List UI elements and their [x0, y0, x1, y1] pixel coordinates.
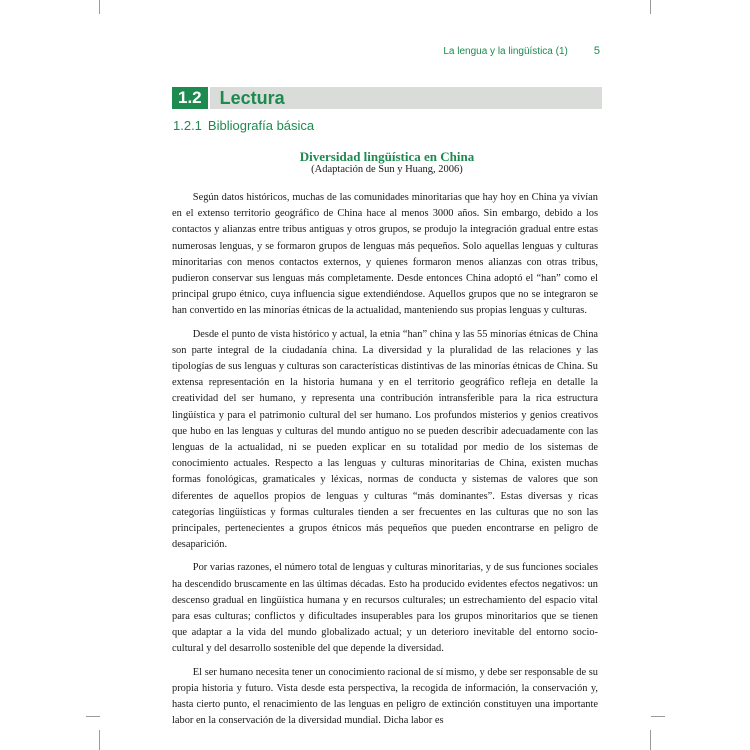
crop-mark: [86, 716, 100, 717]
section-heading: [172, 87, 602, 109]
crop-mark: [650, 730, 651, 750]
crop-mark: [651, 716, 665, 717]
crop-mark: [650, 0, 651, 14]
crop-mark: [99, 730, 100, 750]
paragraph: El ser humano necesita tener un conocimiento racional de sí mismo, y debe ser responsable de su propia historia y futuro. Vista desde esta perspectiva, la recogida de información, la conservación y, hasta cierto punto, el renacimiento de las lenguas en peligro de extinción constituyen una importante labor en la conservación de la diversidad mundial. Dicha labor es: [172, 666, 598, 727]
running-header: [443, 45, 600, 57]
section-title: Lectura: [219, 87, 285, 108]
section-number: 1.2: [172, 87, 208, 109]
paragraph: Según datos históricos, muchas de las comunidades minoritarias que hay hoy en China ya vivían en el extenso territorio geográfico de China hace al menos 3000 años. Sin embargo, debido a los contactos y alianzas entre tribus antiguas y otros grupos, se produjo la integración gradual entre estas numerosas lenguas, y se formaron grupos de lenguas más pequeños. Solo aquellas lenguas y culturas minoritarias con menos contactos externos, y quienes formaron menos alianzas con otras tribus, pudieron conservar sus lenguas más completamente. Desde entonces China adoptó el “han” como el principal grupo étnico, cuya influencia sigue extendiéndose. Aquellos grupos que no se integraron se han convertido en las minorías étnicas de la actualidad, manteniendo sus propias lenguas y culturas.: [172, 192, 598, 317]
article-title: Diversidad lingüística en China: [299, 149, 475, 164]
crop-mark: [99, 0, 100, 14]
running-title: La lengua y la lingüística (1): [443, 46, 568, 57]
subsection-heading: [173, 118, 314, 133]
article-subtitle: (Adaptación de Sun y Huang, 2006): [311, 164, 463, 175]
page-number: 5: [593, 45, 600, 57]
paragraph: Por varias razones, el número total de lenguas y culturas minoritarias, y de sus funciones sociales ha descendido bruscamente en las últimas décadas. Esto ha producido evidentes efectos negativos: un descenso gradual en lingüística humana y en recursos culturales; un estrechamiento del espacio vital para esas culturas; conflictos y dificultades insuperables para los grupos minoritarios que se tienen que adaptar a la vida del mundo globalizado actual; y un deterioro inevitable del entorno socio-cultural y del desarrollo sostenible del que depende la diversidad.: [172, 562, 598, 655]
subsection-number: 1.2.1: [173, 118, 202, 133]
article-body: [172, 190, 598, 737]
paragraph: Desde el punto de vista histórico y actual, la etnia “han” china y las 55 minorías étnicas de China son parte integral de la ciudadanía china. La diversidad y la pluralidad de las relaciones y las tipologías de sus lenguas y culturas son características distintivas de las minorías étnicas de China. Su extensa representación en la historia humana y en el territorio geográfico refleja en detalle la creatividad del ser humano, y representa una contribución intransferible para la rica estructura lingüística y para el patrimonio cultural del ser humano. Los profundos misterios y genios creativos que hubo en las lenguas y culturas del mundo antiguo no se pueden describir adecuadamente con las lenguas de la actualidad, ni se pueden explicar en su totalidad por medio de los sistemas de conocimiento actuales. Respecto a las lenguas y culturas minoritarias de China, existen muchas formas fonológicas, gramaticales y léxicas, normas de conducta y sistemas de valores que son diferentes de aquellos propios de lenguas y culturas “más dominantes”. Estas diversas y ricas categorías lingüísticas y formas culturales tienden a ser frecuentes en las culturas que no son las principales, pertenecientes a grupos étnicos más pequeños que pueden encontrarse en peligro de desaparición.: [172, 328, 598, 551]
subsection-title: Bibliografía básica: [207, 118, 315, 133]
